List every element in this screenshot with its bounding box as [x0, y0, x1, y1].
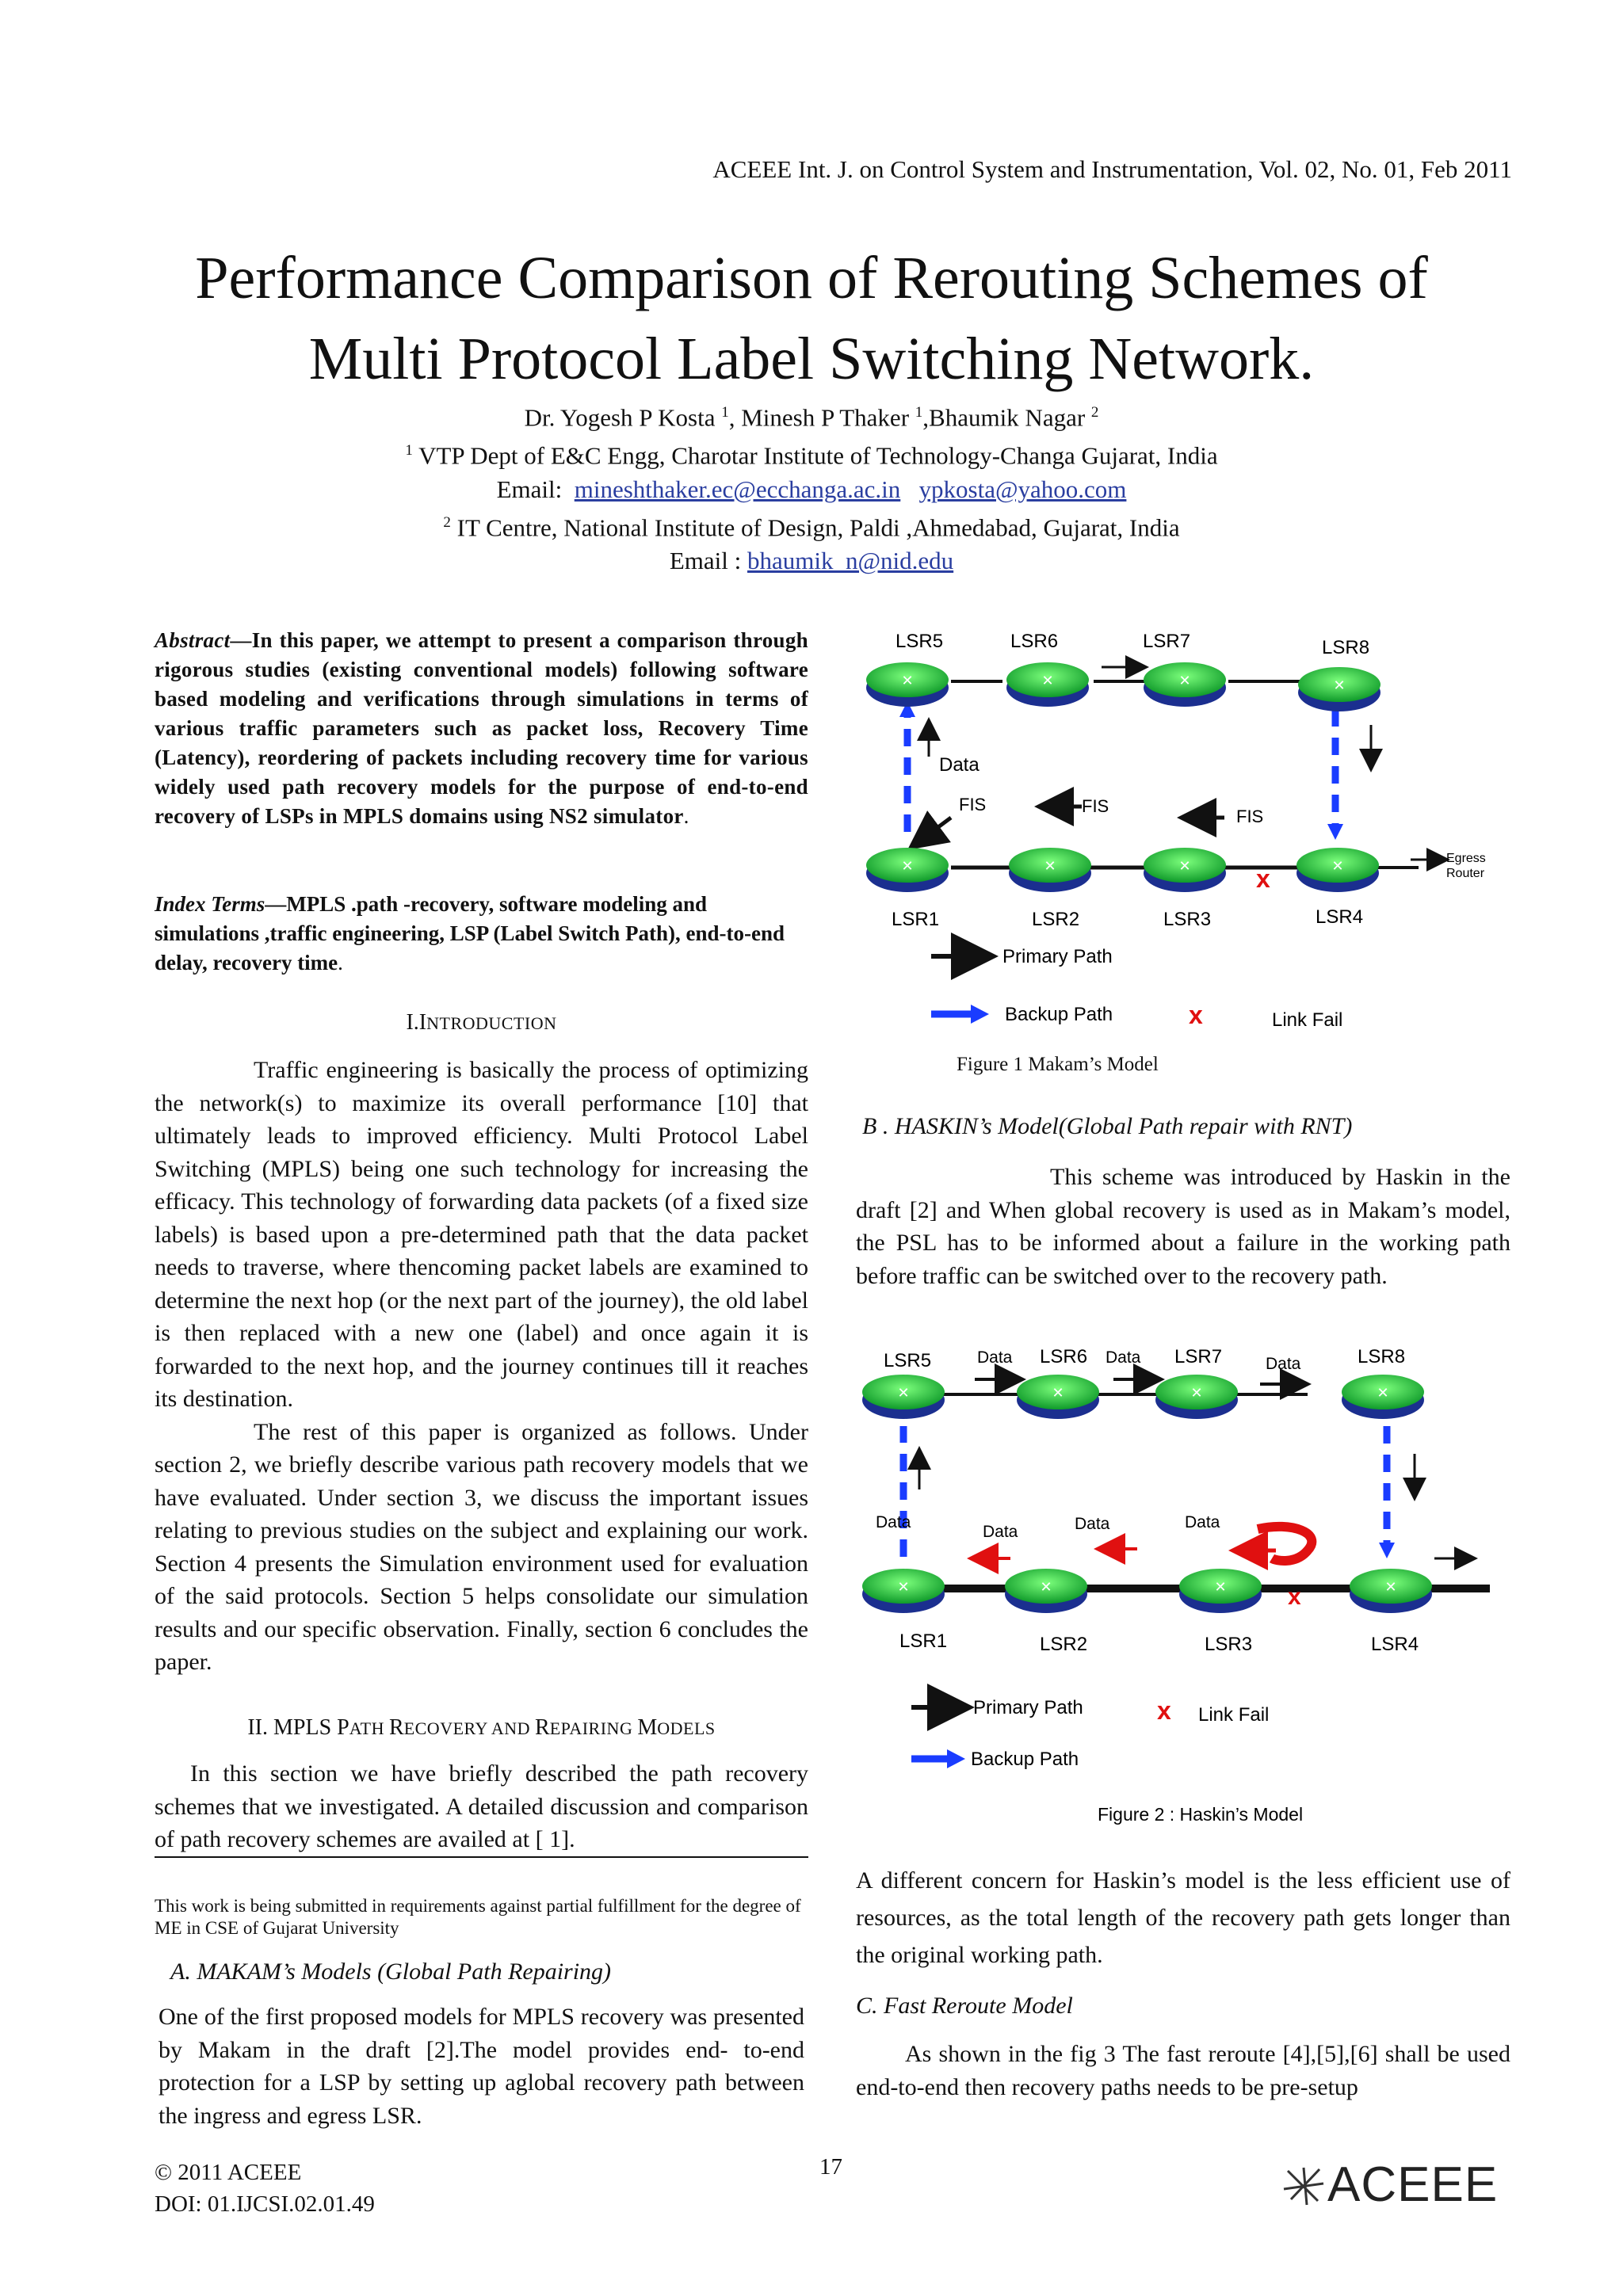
fig2-legend-fail-mark: x	[1157, 1696, 1171, 1725]
fig2-data-label-7: Data	[1185, 1513, 1220, 1531]
svg-text:✕: ✕	[1178, 858, 1191, 874]
email-link-nagar[interactable]: bhaumik_n@nid.edu	[747, 546, 954, 574]
email-line-2: Email : bhaumik_n@nid.edu	[669, 546, 954, 574]
legend-backup-label: Backup Path	[1005, 1004, 1113, 1025]
label-lsr7: LSR7	[1143, 631, 1191, 652]
aceee-logo-icon	[1280, 2161, 1327, 2209]
router-lsr6-node	[1006, 662, 1089, 707]
section-1-heading: I.INTRODUCTION	[406, 1010, 557, 1035]
fig2-router-lsr2	[1005, 1569, 1087, 1613]
footer-doi: DOI: 01.IJCSI.02.01.49	[155, 2191, 375, 2217]
legend-primary-label: Primary Path	[1002, 946, 1113, 967]
footer-left	[155, 2157, 375, 2220]
fig2-label-lsr2: LSR2	[1040, 1634, 1088, 1655]
legend-backup-arrowhead	[971, 1005, 989, 1024]
section-a-heading: A. MAKAM’s Models (Global Path Repairing)	[170, 1958, 612, 1985]
label-data: Data	[939, 754, 980, 776]
paper-title	[0, 238, 1623, 399]
section-2-body: In this section we have briefly described the path recovery schemes that we investigated. A detailed discussion and comparison of path recovery schemes are availed at [ 1].	[155, 1760, 808, 1852]
section-b-body: This scheme was introduced by Haskin in the draft [2] and When global recovery is used as in Makam’s model, the PSL has to be informed about a failure in the working path before traffic can be switched over to the recovery path.	[856, 1164, 1510, 1289]
fig2-label-lsr4: LSR4	[1371, 1634, 1419, 1655]
footer-copyright: © 2011 ACEEE	[155, 2160, 302, 2185]
page-number: 17	[819, 2154, 842, 2180]
router-lsr3-node	[1144, 848, 1226, 892]
label-lsr2: LSR2	[1032, 909, 1080, 930]
label-egress: Egress	[1446, 852, 1486, 865]
fig2-data-label-4: Data	[876, 1513, 911, 1531]
fig2-data-label-6: Data	[1075, 1515, 1110, 1533]
svg-text:✕: ✕	[1214, 1579, 1227, 1595]
fig2-router-lsr4	[1350, 1569, 1432, 1613]
label-lsr4: LSR4	[1316, 906, 1364, 928]
fig2-legend-backup-arrowhead	[947, 1749, 965, 1768]
fig2-router-lsr7	[1155, 1375, 1238, 1419]
svg-text:✕: ✕	[1041, 673, 1054, 688]
fig2-label-lsr3: LSR3	[1205, 1634, 1253, 1655]
section-2-heading: II. MPLS PATH RECOVERY AND REPAIRING MODELS	[247, 1715, 716, 1740]
router-lsr4-node	[1296, 848, 1379, 892]
section-1-body	[155, 1054, 808, 1679]
footnote-rule	[155, 1856, 808, 1858]
svg-text:✕: ✕	[1044, 858, 1056, 874]
fig2-label-lsr5: LSR5	[884, 1350, 932, 1371]
svg-text:✕: ✕	[897, 1385, 910, 1401]
fig2-label-lsr1: LSR1	[899, 1630, 948, 1652]
label-lsr3: LSR3	[1163, 909, 1212, 930]
section-a-body: One of the first proposed models for MPLS recovery was presented by Makam in the draft [2].The model provides end- to-end protection for a LSP by setting up aglobal recovery path between the ingress and egress LSR.	[158, 2004, 804, 2129]
router-lsr1-node	[866, 848, 949, 892]
label-lsr1: LSR1	[892, 909, 940, 930]
svg-text:✕: ✕	[1333, 677, 1346, 693]
fig2-data-label-1: Data	[977, 1348, 1013, 1367]
running-header: ACEEE Int. J. on Control System and Instrumentation, Vol. 02, No. 01, Feb 2011	[712, 155, 1512, 183]
figure-1-makam-diagram	[864, 618, 1498, 1031]
svg-text:✕: ✕	[1331, 858, 1344, 874]
legend-fail-label: Link Fail	[1272, 1009, 1343, 1031]
svg-text:✕: ✕	[1178, 673, 1191, 688]
fig2-legend-backup-label: Backup Path	[971, 1749, 1079, 1770]
fig2-label-lsr7: LSR7	[1174, 1346, 1223, 1367]
svg-text:✕: ✕	[901, 858, 914, 874]
fig2-data-label-2: Data	[1106, 1348, 1141, 1367]
svg-text:✕: ✕	[1377, 1385, 1389, 1401]
section-b-heading: B . HASKIN’s Model(Global Path repair with RNT)	[862, 1113, 1353, 1139]
section-b-body-2: A different concern for Haskin’s model is the less efficient use of resources, as the total length of the recovery path gets longer than the original working path.	[856, 1867, 1510, 1968]
email-link-thaker[interactable]: mineshthaker.ec@ecchanga.ac.in	[574, 475, 901, 503]
section-c-heading: C. Fast Reroute Model	[856, 1993, 1073, 2019]
fig2-legend-primary-label: Primary Path	[973, 1697, 1083, 1718]
svg-text:✕: ✕	[897, 1579, 910, 1595]
svg-text:✕: ✕	[1384, 1579, 1397, 1595]
aceee-logo	[1280, 2157, 1498, 2213]
fig2-label-lsr8: LSR8	[1358, 1346, 1406, 1367]
fig2-link-fail-mark: x	[1288, 1584, 1301, 1610]
label-router: Router	[1446, 867, 1485, 880]
fig2-router-lsr3	[1179, 1569, 1262, 1613]
fig2-backup-arrowhead	[1379, 1543, 1395, 1558]
svg-text:✕: ✕	[1052, 1385, 1064, 1401]
fis-arrow-1	[923, 818, 951, 838]
backup-arrowhead-down	[1327, 824, 1343, 840]
svg-text:✕: ✕	[1040, 1579, 1052, 1595]
fig2-legend-fail-label: Link Fail	[1198, 1704, 1270, 1726]
intro-paragraph-2: The rest of this paper is organized as follows. Under section 2, we briefly describe various path recovery models that we have evaluated. Under section 3, we discuss the important issues relating to previous studies on the subject and explaining our work. Section 4 presents the Simulation environment used for evaluation of the said protocols. Section 5 helps consolidate our simulation results and our specific observation. Finally, section 6 concludes the paper.	[155, 1418, 808, 1675]
svg-text:✕: ✕	[1190, 1385, 1203, 1401]
email-link-kosta[interactable]: ypkosta@yahoo.com	[918, 475, 1127, 503]
svg-text:✕: ✕	[901, 673, 914, 688]
fig2-router-lsr6	[1017, 1375, 1099, 1419]
abstract: Abstract—In this paper, we attempt to present a comparison through rigorous studies (existing conventional models) following software based modeling and verifications through simulations in terms of various traffic parameters such as packet loss, Recovery Time (Latency), reordering of packets including recovery time for various widely used path recovery models for the purpose of end-to-end recovery of LSPs in MPLS domains using NS2 simulator.	[155, 628, 808, 828]
index-terms: Index Terms—MPLS .path -recovery, software modeling and simulations ,traffic engineering, LSP (Label Switch Path), end-to-end delay, recovery time.	[155, 892, 785, 974]
figure-2-haskin-diagram	[864, 1335, 1498, 1850]
fig2-data-label-3: Data	[1266, 1355, 1301, 1373]
router-lsr7-node	[1144, 662, 1226, 707]
label-fis-1: FIS	[959, 795, 987, 814]
router-lsr5-node	[866, 662, 949, 707]
author-names: Dr. Yogesh P Kosta $^1$, Minesh P Thaker $^1$,Bhaumik Nagar $^2$	[524, 403, 1099, 432]
router-lsr8-node	[1298, 667, 1381, 711]
label-fis-2: FIS	[1082, 796, 1109, 816]
fig2-router-lsr1	[862, 1569, 945, 1613]
title-line-1: Performance Comparison of Rerouting Schemes of	[195, 245, 1428, 311]
fig2-router-lsr5	[862, 1375, 945, 1419]
legend-fail-mark: x	[1189, 1001, 1203, 1029]
section-c-body: As shown in the fig 3 The fast reroute [4],[5],[6] shall be used end-to-end then recovery paths needs to be pre-setup	[856, 2041, 1510, 2100]
fig2-data-label-5: Data	[983, 1523, 1018, 1541]
email-line-1: Email: mineshthaker.ec@ecchanga.ac.in ypkosta@yahoo.com	[496, 475, 1127, 503]
label-lsr8: LSR8	[1322, 637, 1370, 658]
label-lsr5: LSR5	[896, 631, 944, 652]
fig2-label-lsr6: LSR6	[1040, 1346, 1088, 1367]
aceee-logo-text: ACEEE	[1327, 2157, 1499, 2212]
figure-1-caption: Figure 1 Makam’s Model	[957, 1054, 1159, 1075]
fig2-reverse-loop	[1258, 1527, 1312, 1561]
affiliation-2: $^2$ IT Centre, National Institute of Design, Paldi ,Ahmedabad, Gujarat, India	[443, 513, 1180, 541]
link-fail-mark: x	[1256, 864, 1270, 893]
intro-paragraph-1: Traffic engineering is basically the process of optimizing the network(s) to maximize its overall performance [10] that ultimately leads to improved efficiency. Multi Protocol Label Switching (MPLS) being one such technology for increasing the efficacy. This technology of forwarding data packets (of a fixed size labels) is based upon a pre-determined path that the data packet needs to traverse, where thencoming packet labels are examined to determine the next hop (or the next part of the journey), the old label is then replaced with a new one (label) and once again it is forwarded to the next hop, and the journey continues till it reaches its destination.	[155, 1057, 808, 1412]
label-fis-3: FIS	[1236, 807, 1264, 826]
author-block	[0, 396, 1623, 578]
label-lsr6: LSR6	[1010, 631, 1059, 652]
router-lsr2-node	[1009, 848, 1091, 892]
footnote: This work is being submitted in requirements against partial fulfillment for the degree of ME in CSE of Gujarat University	[155, 1896, 801, 1938]
affiliation-1: $^1$ VTP Dept of E&C Engg, Charotar Institute of Technology-Changa Gujarat, India	[405, 441, 1218, 470]
fig2-router-lsr8	[1342, 1375, 1424, 1419]
figure-2-caption: Figure 2 : Haskin’s Model	[1098, 1804, 1304, 1825]
title-line-2: Multi Protocol Label Switching Network.	[308, 326, 1315, 392]
